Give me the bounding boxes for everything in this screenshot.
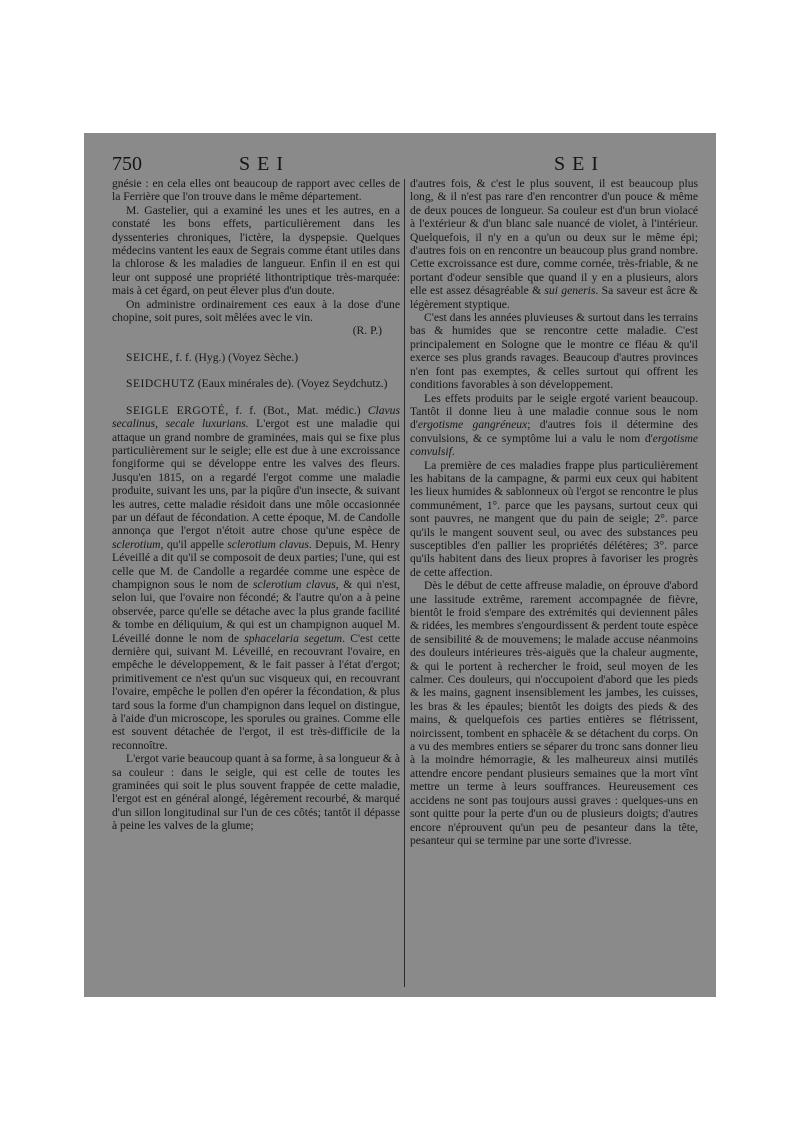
entry-headword: SEICHE [126, 350, 170, 364]
paragraph: L'ergot varie beaucoup quant à sa forme, à sa longueur & à sa couleur : dans le seigle, qui est celle de toutes les graminées qui soit le plus souvent frappée de cette maladie, l'ergot est en général alongé, légèrement recourbé, & marqué d'un sillon longitudinal sur l'un de ces côtés; tantôt il dépasse à peine les valves de la glume; [112, 752, 400, 833]
paragraph: On administre ordinairement ces eaux à la dose d'une chopine, soit pures, soit mêlées avec le vin. [112, 297, 400, 325]
entry-text: d'autres fois, & c'est le plus souvent, il est beaucoup plus long, & il n'est pas rare d'en rencontrer d'un pouce & même de deux pouces de longueur. Sa couleur est d'un brun violacé à l'extérieur & d'un blanc sale nuancé de violet, à l'intérieur. Quelquefois, il n'y en a qu'un ou deux sur le même épi; d'autres fois on en rencontre un beaucoup plus grand nombre. Cette excroissance est dure, comme cornée, très-friable, & ne portant d'odeur sensible que quand il y en a plusieurs, alors elle est assez désagréable & [410, 177, 698, 298]
paragraph: M. Gastelier, qui a examiné les unes et les autres, en a constaté les bons effets, particulièrement dans les dyssenteries chroniques, l'ictère, la dyspepsie. Quelques médecins vantent les eaux de Segrais comme étant utiles dans la chlorose & les maladies de langueur. Enfin il en est qui leur ont supposé une propriété lithontriptique très-marquée: mais à cet égard, on peut élever plus d'un doute. [112, 203, 400, 298]
paragraph: gnésie : en cela elles ont beaucoup de rapport avec celles de la Ferrière que l'on trouve dans le même département. [112, 177, 400, 204]
left-column [112, 177, 400, 833]
running-head-left: SEI [239, 153, 290, 175]
page-number: 750 [112, 153, 142, 175]
entry-text: . Depuis, M. Henry Léveillé a dit qu'il se composoit de deux parties; l'une, qui est celle que M. de Candolle a regardée comme une espèce de champignon sous le nom de [112, 537, 400, 591]
entry-body: , f. f. (Hyg.) (Voyez Sèche.) [169, 350, 299, 364]
paragraph: La première de ces maladies frappe plus particulièrement les habitans de la campagne, & parmi eux ceux qui habitent les lieux humides & sablonneux où l'ergot se rencontre le plus communément, 1°. parce que les paysans, surtout ceux qui sont pauvres, ne mangent que du pain de seigle; 2°. parce qu'ils le mangent souvent seul, ou avec des substances peu susceptibles d'en pallier les propriétés délétères; 3°. parce qu'ils habitent dans des lieux propres à favoriser les progrès de cette affection. [410, 458, 698, 579]
italic-term: sclerotium [112, 537, 161, 551]
entry-text: . Sa saveur est âcre & légèrement styptique. [410, 284, 698, 311]
paragraph: Dès le début de cette affreuse maladie, on éprouve d'abord une lassitude extrême, rarement accompagnée de fièvre, bientôt le froid s'empare des extrémités qui deviennent pâles & ridées, les membres s'engourdissent & perdent toute espèce de sensibilité & de mouvemens; le malade accuse néanmoins des douleurs intérieures très-aiguës que la chaleur augmente, & qui le portent à rechercher le froid, seul moyen de les calmer. Ces douleurs, qui n'occupoient d'abord que les pieds & les mains, gagnent insensiblement les jambes, les cuisses, les bras & les épaules; bientôt les doigts des pieds & des mains, & quelquefois ces parties entières se flétrissent, noircissent, tombent en sphacèle & se détachent du corps. On a vu des membres entiers se séparer du tronc sans donner lieu à la moindre hémorragie, & les malheureux ainsi mutilés attendre encore pendant plusieurs semaines que la mort vînt mettre un terme à leurs souffrances. Heureusement ces accidens ne sont pas toujours aussi graves : quelques-uns en sont quitte pour la perte d'un ou de plusieurs doigts; d'autres encore n'éprouvent qu'un peu de pesanteur dans la tête, pesanteur qui se termine par une sorte d'ivresse. [410, 579, 698, 847]
entry-seidchutz [112, 377, 400, 390]
italic-term: sclerotium clavus [227, 537, 309, 551]
entry-seigle-ergote [112, 404, 400, 753]
entry-headword: SEIDCHUTZ [126, 377, 195, 391]
author-signature: (R. P.) [352, 324, 382, 338]
entry-headword: SEIGLE ERGOTÉ [126, 403, 226, 417]
entry-text: L'ergot est une maladie qui attaque un grand nombre de graminées, mais qui se fixe plus particulièrement sur le seigle; elle est due à une excroissance fongiforme qui se développe entre les valves des fleurs. Jusqu'en 1815, on a regardé l'ergot comme une maladie produite, suivant les uns, par la piqûre d'un insecte, & suivant les autres, cette maladie résidoit dans une môle occasionnée par un défaut de fécondation. A cette époque, M. de Candolle annonça que l'ergot n'étoit autre chose qu'une espèce de [112, 417, 401, 538]
paragraph: C'est dans les années pluvieuses & surtout dans les terrains bas & humides que se rencontre cette maladie. C'est principalement en Sologne que le montre ce fléau & qu'il exerce ses plus grands ravages. Beaucoup d'autres provinces n'en font pas exemptes, & celles surtout qui offrent les conditions favorables à son développement. [410, 311, 698, 392]
italic-term: sphacelaria segetum [244, 631, 343, 645]
column-divider [404, 179, 405, 987]
italic-term: ergotisme gangréneux [417, 418, 528, 432]
running-head-right: SEI [554, 153, 605, 175]
entry-label: , f. f. (Bot., Mat. médic.) [225, 403, 368, 417]
entry-text: Les effets produits par le seigle ergoté varient beaucoup. Tantôt il donne lieu à une maladie connue sous le nom d' [410, 391, 698, 432]
entry-text: , & qui n'est, selon lui, que l'ovaire non fécondé; & l'autre qu'on a à peine observée, parce qu'elle se détache avec la plus grande facilité & tombe en déliquium, & qui est un champignon auquel M. Léveillé donne le nom de [112, 577, 400, 645]
book-page [84, 133, 716, 997]
paragraph [410, 392, 698, 459]
italic-term: sui generis [544, 284, 596, 298]
latin-name: Clavus secalinus, secale luxurians. [112, 403, 400, 431]
entry-body: (Eaux minérales de). (Voyez Seydchutz.) [194, 377, 388, 391]
entry-text: ; d'autres fois il détermine des convulsions, & ce symptôme lui a valu le nom d' [410, 418, 698, 445]
entry-text: , qu'il appelle [160, 537, 228, 551]
italic-term: ergotisme convulsif [410, 431, 698, 459]
entry-text: . C'est cette dernière qui, suivant M. Léveillé, en recouvrant l'ovaire, en empêche le développement, & le fait passer à l'état d'ergot; primitivement ce n'est qu'un suc visqueux qui, en recouvrant l'ovaire, empêche le pollen d'en opérer la fécondation, & plus tard sous la forme d'un champignon dans lequel on distingue, à l'aide d'un microscope, les sporules ou graines. Comme elle est souvent détachée de l'ergot, il est très-difficile de la reconnoître. [112, 631, 401, 752]
italic-term: sclerotium clavus [252, 577, 336, 591]
entry-seiche [112, 351, 400, 364]
paragraph [410, 177, 698, 311]
right-column [410, 177, 698, 847]
entry-text: . [451, 445, 455, 459]
